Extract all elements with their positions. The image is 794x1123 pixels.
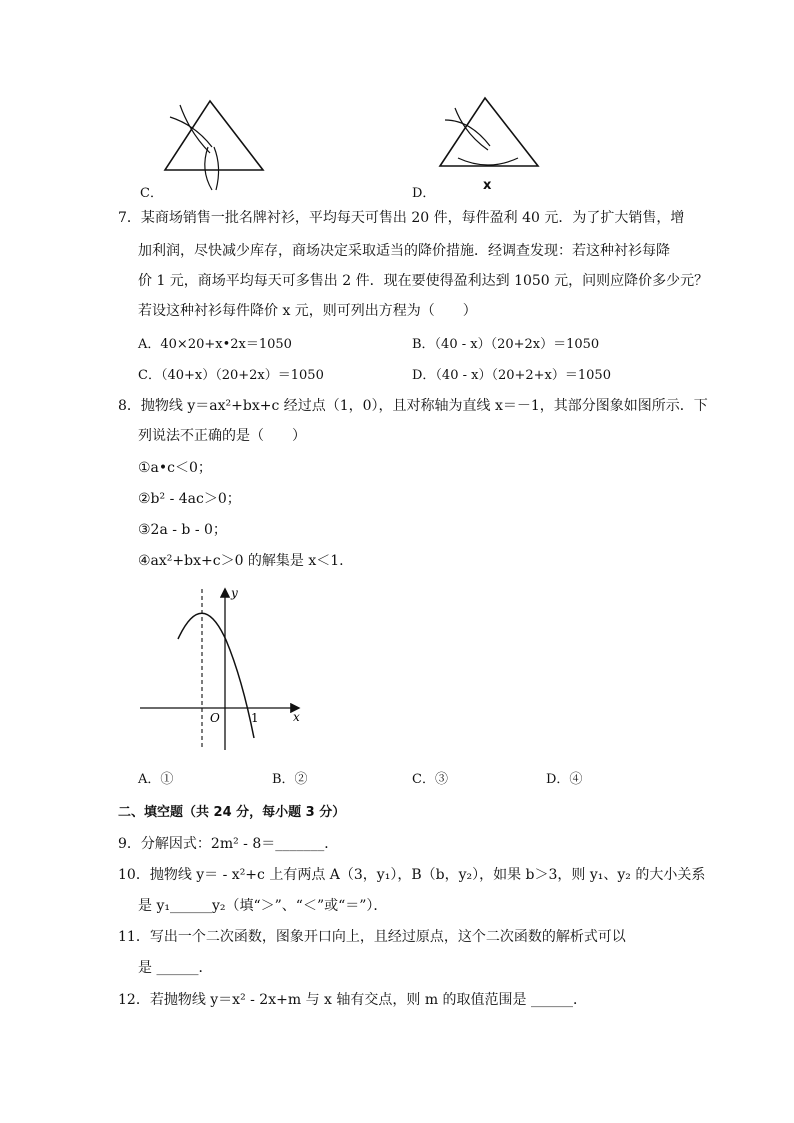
q8-line-1: 8．抛物线 y＝ax²+bx+c 经过点（1，0），且对称轴为直线 x＝－1，其部分图象如图所示．下 [118, 398, 708, 414]
q8-parabola-graph [138, 582, 318, 752]
section-2-title: 二、填空题（共 24 分，每小题 3 分） [118, 805, 346, 820]
q10-line-2: 是 y₁______y₂（填“＞”、“＜”或“＝”）． [138, 898, 388, 914]
q8-statement-1: ①a•c＜0； [138, 460, 212, 476]
q8-statement-3: ③2a - b - 0； [138, 522, 227, 538]
q7-line-1: 7．某商场销售一批名牌衬衫，平均每天可售出 20 件，每件盈利 40 元．为了扩大销售，增 [118, 210, 685, 226]
q10-line-1: 10．抛物线 y＝ - x²+c 上有两点 A（3，y₁），B（b，y₂），如果 b＞3，则 y₁、y₂ 的大小关系 [118, 867, 706, 883]
q7-line-4: 若设这种衬衫每件降价 x 元，则可列出方程为（ ） [138, 303, 477, 319]
q7-line-2: 加利润，尽快减少库存，商场决定采取适当的降价措施．经调查发现：若这种衬衫每降 [138, 243, 670, 259]
q6-option-d: D． [412, 186, 436, 201]
q7-line-3: 价 1 元，商场平均每天可多售出 2 件．现在要使得盈利达到 1050 元，问则应降价多少元？ [138, 273, 709, 289]
q6-figure-c [150, 95, 280, 195]
q8-option-a: A．① [138, 772, 174, 787]
q7-option-d: D．（40 - x）（20+2+x）＝1050 [412, 368, 611, 383]
q7-option-b: B．（40 - x）（20+2x）＝1050 [412, 337, 600, 352]
parabola-graph-svg [138, 582, 318, 752]
q9-text: 9．分解因式：2m² - 8＝_______． [118, 836, 339, 852]
q8-statement-2: ②b² - 4ac＞0； [138, 491, 241, 507]
q8-option-b: B．② [272, 772, 308, 787]
q6-option-c: C． [140, 186, 163, 201]
origin-label: O [210, 711, 220, 725]
x-axis-label: x [293, 710, 300, 724]
q8-line-2: 列说法不正确的是（ ） [138, 428, 306, 444]
q11-line-2: 是 ______． [138, 960, 213, 976]
q11-line-1: 11．写出一个二次函数，图象开口向上，且经过原点，这个二次函数的解析式可以 [118, 929, 626, 945]
q7-option-c: C．（40+x）（20+2x）＝1050 [138, 368, 324, 383]
q7-option-a: A．40×20+x•2x＝1050 [138, 337, 292, 352]
q6-figure-d-mark: x [483, 178, 492, 193]
q12-text: 12．若抛物线 y＝x² - 2x+m 与 x 轴有交点，则 m 的取值范围是 ______． [118, 992, 587, 1008]
y-axis-label: y [231, 586, 238, 600]
triangle-construction-d-icon [430, 92, 560, 197]
triangle-construction-c-icon [150, 95, 280, 195]
q8-option-c: C．③ [412, 772, 448, 787]
q8-option-d: D．④ [546, 772, 583, 787]
q8-statement-4: ④ax²+bx+c＞0 的解集是 x＜1. [138, 553, 344, 569]
q6-figure-d [430, 92, 560, 197]
tick-label-one: 1 [251, 711, 259, 725]
